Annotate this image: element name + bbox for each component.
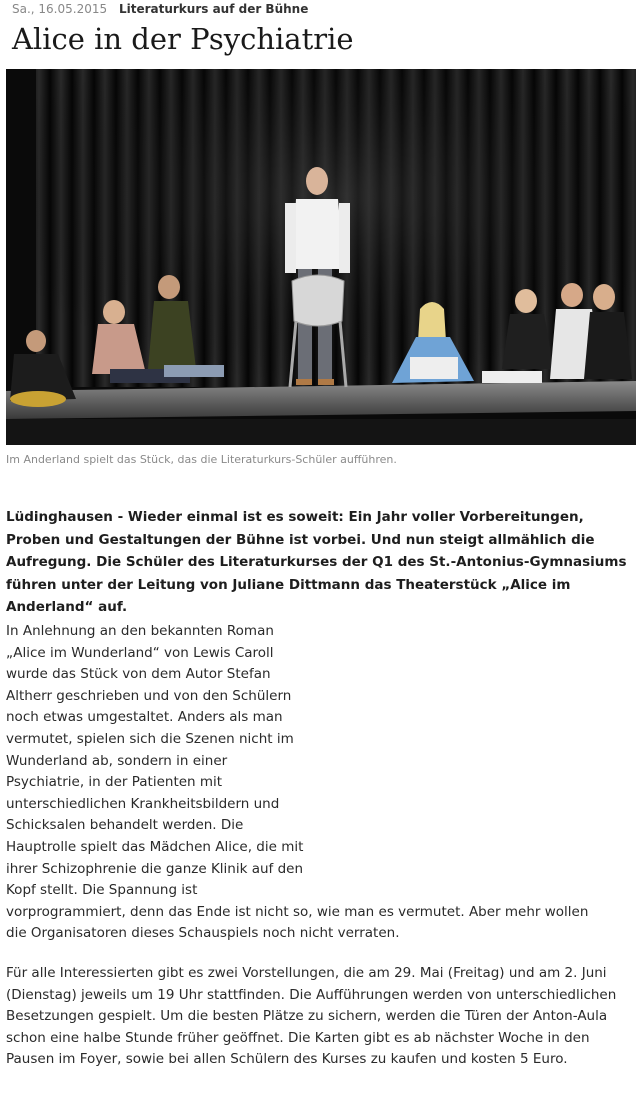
paragraph-line: Wunderland ab, sondern in einer (6, 752, 228, 769)
paragraph-line: vermutet, spielen sich die Szenen nicht im (6, 730, 294, 747)
article-paragraph-2: Für alle Interessierten gibt es zwei Vorstellungen, die am 29. Mai (Freitag) und am 2. Juni (Dienstag) jeweils um 19 Uhr stattfinden. Die Aufführungen werden von unterschiedlichen Besetzungen gespielt. Um die besten Plätze zu sichern, werden die Türen der Anton-Aula schon eine halbe Stunde früher geöffnet. Die Karten gibt es ab nächster Woche in den Pausen im Foyer, sowie bei allen Schülern des Kurses zu kaufen und kosten 5 Euro. (6, 965, 617, 1068)
paragraph-line: wurde das Stück von dem Autor Stefan (6, 666, 271, 683)
paragraph-line: In Anlehnung an den bekannten Roman (6, 623, 274, 639)
stage-photo-illustration (6, 69, 636, 445)
paragraph-line: vorprogrammiert, denn das Ende ist nicht so, wie man es vermutet. Aber mehr wollen (6, 903, 589, 920)
paragraph-line: Altherr geschrieben und von den Schülern (6, 687, 292, 704)
paragraph-line: noch etwas umgestaltet. Anders als man (6, 709, 283, 726)
paragraph-line: die Organisatoren dieses Schauspiels noch nicht verraten. (6, 925, 400, 942)
paragraph-line: Kopf stellt. Die Spannung ist (6, 882, 198, 899)
paragraph-line: Hauptrolle spielt das Mädchen Alice, die mit (6, 838, 304, 855)
publish-date: Sa., 16.05.2015 (12, 2, 108, 16)
article-title: Alice in der Psychiatrie (12, 22, 354, 56)
article-lead: Lüdinghausen - Wieder einmal ist es soweit: Ein Jahr voller Vorbereitungen, Proben und Gestaltungen der Bühne ist vorbei. Und nun steigt allmählich die Aufregung. Die Schüler des Literaturkurses der Q1 des St.-Antonius-Gymnasiums führen unter der Leitung von Juliane Dittmann das Theaterstück „Alice im Anderland“ auf. (6, 509, 627, 616)
paragraph-line: ihrer Schizophrenie die ganze Klinik auf den (6, 860, 304, 877)
article-kicker: Literaturkurs auf der Bühne (118, 2, 309, 16)
paragraph-line: „Alice im Wunderland“ von Lewis Caroll (6, 644, 274, 661)
article-photo (6, 69, 636, 445)
article-paragraph-1 (6, 621, 632, 945)
paragraph-line: Psychiatrie, in der Patienten mit (6, 774, 223, 791)
article-meta (12, 1, 308, 17)
paragraph-line: unterschiedlichen Krankheitsbildern und (6, 795, 280, 812)
paragraph-line: Schicksalen behandelt werden. Die (6, 817, 244, 834)
photo-caption: Im Anderland spielt das Stück, das die Literaturkurs-Schüler aufführen. (6, 453, 397, 466)
